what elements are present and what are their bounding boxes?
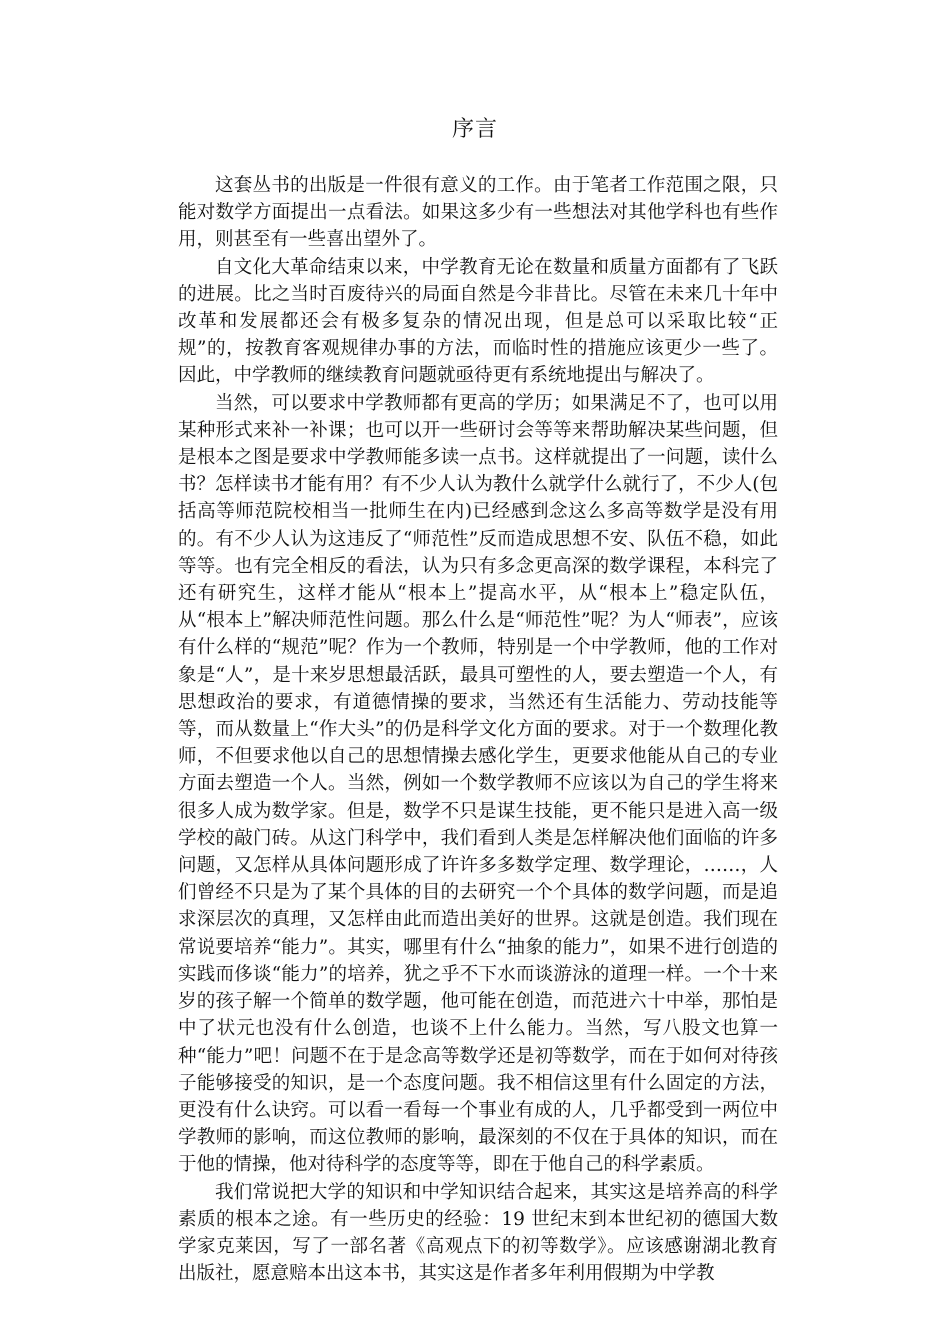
paragraph-2: 自文化大革命结束以来，中学教育无论在数量和质量方面都有了飞跃的进展。比之当时百废待兴的局面自然是今非昔比。尽管在未来几十年中改革和发展都还会有极多复杂的情况出现，但是总可以采取比较“正规”的，按教育客观规律办事的方法，而临时性的措施应该更少一些了。因此，中学教师的继续教育问题就亟待更有系统地提出与解决了。 [178,256,778,387]
paragraph-4: 我们常说把大学的知识和中学知识结合起来，其实这是培养高的科学素质的根本之途。有一些历史的经验：19 世纪末到本世纪初的德国大数学家克莱因，写了一部名著《高观点下的初等数学》。应该感谢湖北教育出版社，愿意赔本出这本书，其实这是作者多年利用假期为中学教 [178,1181,778,1285]
preface-body [178,172,778,1287]
page-title: 序言 [451,117,498,142]
paragraph-1: 这套丛书的出版是一件很有意义的工作。由于笔者工作范围之限，只能对数学方面提出一点看法。如果这多少有一些想法对其他学科也有些作用，则甚至有一些喜出望外了。 [178,175,778,251]
paragraph-3: 当然，可以要求中学教师都有更高的学历；如果满足不了，也可以用某种形式来补一补课；也可以开一些研讨会等等来帮助解决某些问题，但是根本之图是要求中学教师能多读一点书。这样就提出了一问题，读什么书？怎样读书才能有用？有不少人认为教什么就学什么就行了，不少人(包括高等师范院校相当一批师生在内)已经感到念这么多高等数学是没有用的。有不少人认为这违反了“师范性”反而造成思想不安、队伍不稳，如此等等。也有完全相反的看法，认为只有多念更高深的数学课程，本科完了还有研究生，这样才能从“根本上”提高水平，从“根本上”稳定队伍，从“根本上”解决师范性问题。那么什么是“师范性”呢？为人“师表”，应该有什么样的“规范”呢？作为一个教师，特别是一个中学教师，他的工作对象是“人”，是十来岁思想最活跃，最具可塑性的人，要去塑造一个人，有思想政治的要求，有道德情操的要求，当然还有生活能力、劳动技能等等，而从数量上“作大头”的仍是科学文化方面的要求。对于一个数理化教师，不但要求他以自己的思想情操去感化学生，更要求他能从自己的专业方面去塑造一个人。当然，例如一个数学教师不应该以为自己的学生将来很多人成为数学家。但是，数学不只是谋生技能，更不能只是进入高一级学校的敲门砖。从这门科学中，我们看到人类是怎样解决他们面临的许多问题，又怎样从具体问题形成了许许多多数学定理、数学理论，……，人们曾经不只是为了某个具体的目的去研究一个个具体的数学问题，而是追求深层次的真理，又怎样由此而造出美好的世界。这就是创造。我们现在常说要培养“能力”。其实，哪里有什么“抽象的能力”，如果不进行创造的实践而侈谈“能力”的培养，犹之乎不下水而谈游泳的道理一样。一个十来岁的孩子解一个简单的数学题，他可能在创造，而范进六十中举，那怕是中了状元也没有什么创造，也谈不上什么能力。当然，写八股文也算一种“能力”吧！问题不在于是念高等数学还是初等数学，而在于如何对待孩子能够接受的知识，是一个态度问题。我不相信这里有什么固定的方法，更没有什么诀窍。可以看一看每一个事业有成的人，几乎都受到一两位中学教师的影响，而这位教师的影响，最深刻的不仅在于具体的知识，而在于他的情操，他对待科学的态度等等，即在于他自己的科学素质。 [178,392,778,1176]
